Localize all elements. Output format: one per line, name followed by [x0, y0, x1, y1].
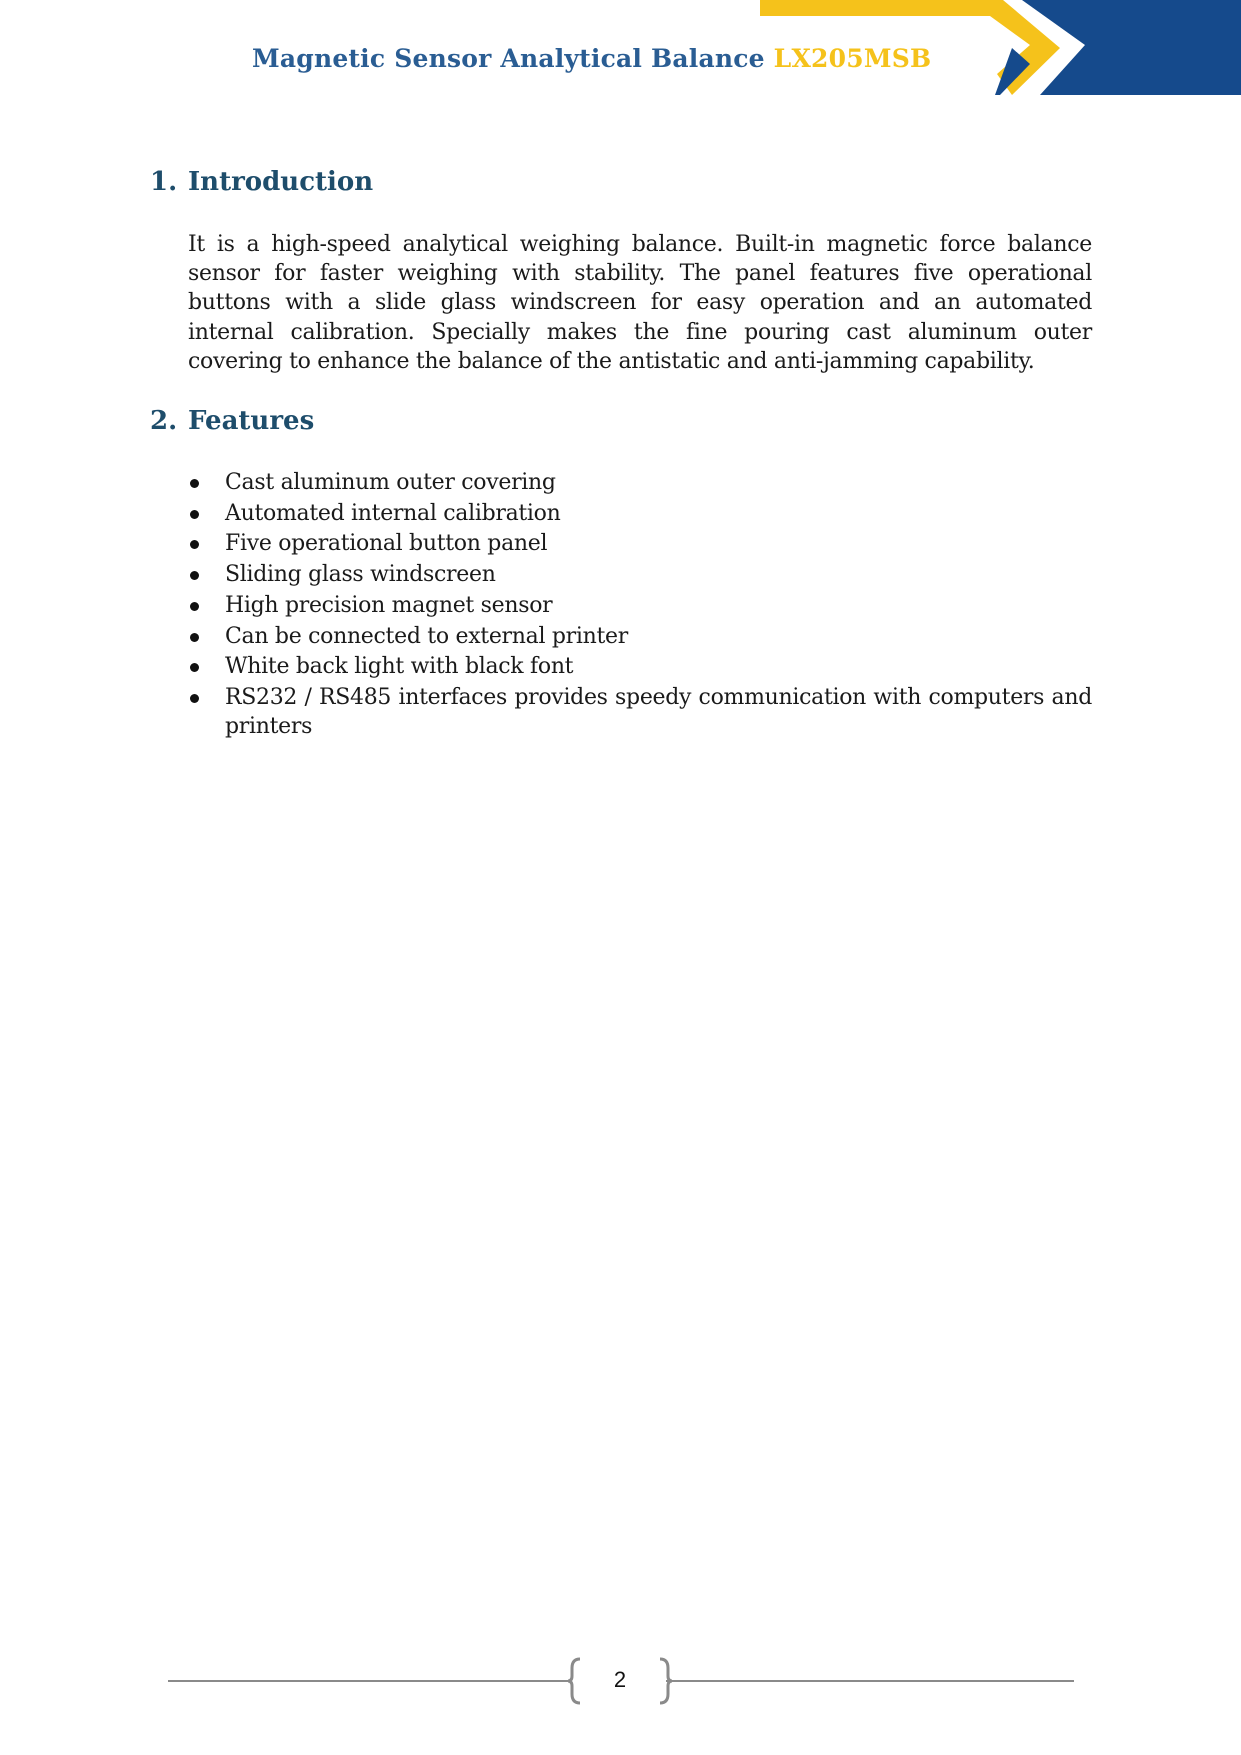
- footer-divider-right: [666, 1680, 1074, 1682]
- list-item: [188, 652, 1092, 681]
- footer-divider-left: [168, 1680, 572, 1682]
- bullet-icon: [190, 694, 199, 703]
- list-item: [188, 591, 1092, 620]
- section-title: Features: [188, 406, 315, 436]
- list-item-text: Sliding glass windscreen: [225, 562, 496, 588]
- section-heading-features: [150, 406, 314, 436]
- bullet-icon: [190, 479, 199, 488]
- left-brace-icon: [568, 1659, 580, 1703]
- page-number: 2: [613, 1667, 627, 1692]
- list-item: [188, 529, 1092, 558]
- list-item-text: Can be connected to external printer: [225, 623, 628, 649]
- section-number: 2.: [150, 406, 178, 436]
- bullet-icon: [190, 663, 199, 672]
- list-item: [188, 468, 1092, 497]
- list-item-text: Cast aluminum outer covering: [225, 470, 556, 495]
- list-item-text: Automated internal calibration: [225, 500, 561, 526]
- section-heading-introduction: [150, 167, 373, 197]
- list-item-text: Five operational button panel: [225, 531, 548, 557]
- bullet-icon: [190, 571, 199, 580]
- list-item: [188, 560, 1092, 589]
- section-title: Introduction: [188, 167, 374, 197]
- list-item-text: White back light with black font: [225, 654, 574, 680]
- features-list: [188, 468, 1092, 743]
- document-header-title: [252, 44, 931, 73]
- header-model-number: LX205MSB: [773, 44, 932, 73]
- introduction-paragraph: It is a high-speed analytical weighing balance. Built-in magnetic force balance sensor for faster weighing with stability. The panel features five operational buttons with a slide glass windscreen for easy operation and an automated internal calibration. Specially makes the fine pouring cast aluminum outer covering to enhance the balance of the antistatic and anti-jamming capability.: [188, 232, 1092, 374]
- bullet-icon: [190, 510, 199, 519]
- bullet-icon: [190, 540, 199, 549]
- bullet-icon: [190, 633, 199, 642]
- section-number: 1.: [150, 167, 178, 197]
- list-item: [188, 499, 1092, 528]
- list-item: [188, 683, 1092, 741]
- right-brace-icon: [660, 1659, 672, 1703]
- list-item-text: RS232 / RS485 interfaces provides speedy communication with computers and printers: [225, 684, 1092, 740]
- list-item: [188, 622, 1092, 651]
- bullet-icon: [190, 602, 199, 611]
- header-product-name: Magnetic Sensor Analytical Balance: [252, 44, 765, 73]
- list-item-text: High precision magnet sensor: [225, 592, 553, 618]
